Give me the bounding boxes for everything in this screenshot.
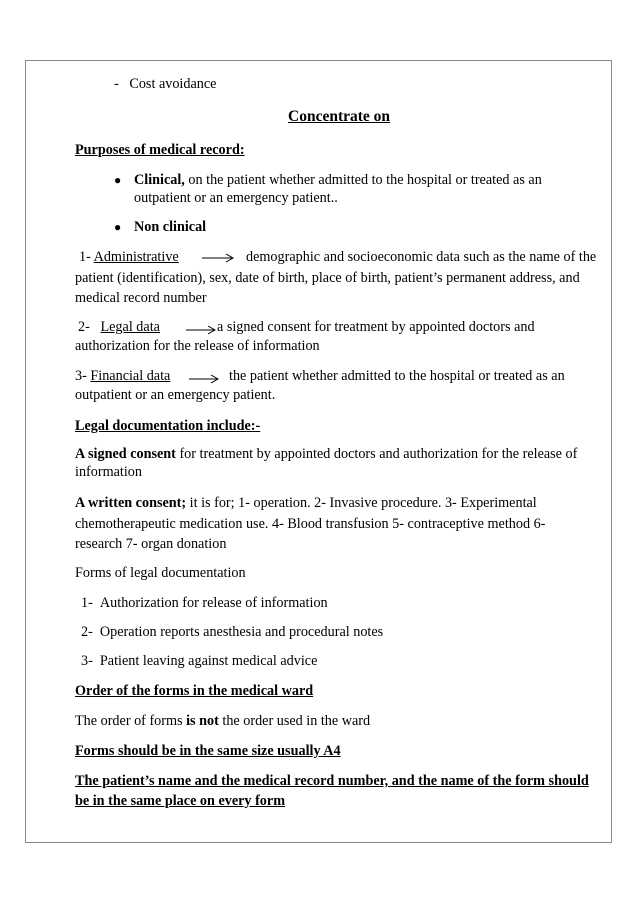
- list-item: [81, 652, 317, 670]
- legal-data-text-cont: authorization for the release of information: [75, 338, 320, 354]
- list-item-text: Authorization for release of information: [99, 595, 328, 611]
- item-number: 3-: [75, 368, 87, 384]
- legal-data-label: Legal data: [100, 319, 160, 335]
- signed-consent-text: for treatment by appointed doctors and authorization for the release of: [175, 446, 578, 462]
- legal-data-text: a signed consent for treatment by appointed doctors and: [217, 319, 535, 335]
- right-arrow-icon: [189, 373, 219, 385]
- written-consent-paragraph: [75, 494, 537, 512]
- signed-consent-label: A signed consent: [75, 446, 176, 462]
- order-emphasis: is not: [186, 713, 219, 729]
- placement-heading: The patient’s name and the medical record number, and the name of the form should: [75, 773, 589, 789]
- non-clinical-label: Non clinical: [134, 219, 207, 235]
- purposes-heading: Purposes of medical record:: [75, 142, 245, 158]
- clinical-label: Clinical,: [134, 172, 185, 188]
- list-item: [81, 594, 328, 612]
- list-item-text: Patient leaving against medical advice: [99, 653, 318, 669]
- written-consent-text: it is for; 1- operation. 2- Invasive procedure. 3- Experimental: [186, 495, 537, 511]
- intro-list-item: [114, 75, 216, 93]
- item-number: 1-: [81, 595, 93, 611]
- administrative-label: Administrative: [93, 249, 179, 265]
- written-consent-text-cont: research 7- organ donation: [75, 536, 227, 552]
- clinical-text: on the patient whether admitted to the hospital or treated as an: [184, 172, 542, 188]
- bullet-icon: ●: [114, 220, 122, 234]
- right-arrow-icon: [186, 324, 216, 336]
- administrative-text: demographic and socioeconomic data such as the name of the: [246, 249, 597, 265]
- item-number: 2-: [78, 319, 90, 335]
- list-item-text: Operation reports anesthesia and procedural notes: [99, 624, 384, 640]
- placement-heading-cont: be in the same place on every form: [75, 793, 286, 809]
- written-consent-label: A written consent;: [75, 495, 187, 511]
- signed-consent-text-cont: information: [75, 464, 142, 480]
- dash-marker: -: [114, 76, 119, 92]
- legal-data-item: [78, 318, 160, 336]
- administrative-text-cont: medical record number: [75, 290, 207, 306]
- order-heading: Order of the forms in the medical ward: [75, 683, 314, 699]
- clinical-item: [134, 171, 542, 189]
- order-text-before: The order of forms: [75, 713, 187, 729]
- intro-item-text: Cost avoidance: [129, 76, 217, 92]
- legal-documentation-heading: Legal documentation include:-: [75, 418, 261, 434]
- order-text: [75, 712, 370, 730]
- section-heading: Concentrate on: [288, 108, 391, 125]
- clinical-text-cont: outpatient or an emergency patient..: [134, 190, 338, 206]
- item-number: 2-: [81, 624, 93, 640]
- financial-data-label: Financial data: [90, 368, 171, 384]
- financial-data-text: the patient whether admitted to the hospital or treated as an: [229, 368, 565, 384]
- item-number: 3-: [81, 653, 93, 669]
- financial-data-item: [75, 367, 170, 385]
- bullet-icon: ●: [114, 173, 122, 187]
- item-number: 1-: [79, 249, 91, 265]
- right-arrow-icon: [202, 252, 234, 264]
- administrative-text-cont: patient (identification), sex, date of birth, place of birth, patient’s permanent address, and: [75, 270, 580, 286]
- financial-data-text-cont: outpatient or an emergency patient.: [75, 387, 276, 403]
- administrative-item: [79, 248, 179, 266]
- order-text-after: the order used in the ward: [218, 713, 371, 729]
- size-heading: Forms should be in the same size usually A4: [75, 743, 341, 759]
- list-item: [81, 623, 383, 641]
- written-consent-text-cont: chemotherapeutic medication use. 4- Blood transfusion 5- contraceptive method 6-: [75, 516, 546, 532]
- forms-title: Forms of legal documentation: [75, 565, 246, 581]
- signed-consent-paragraph: [75, 445, 577, 463]
